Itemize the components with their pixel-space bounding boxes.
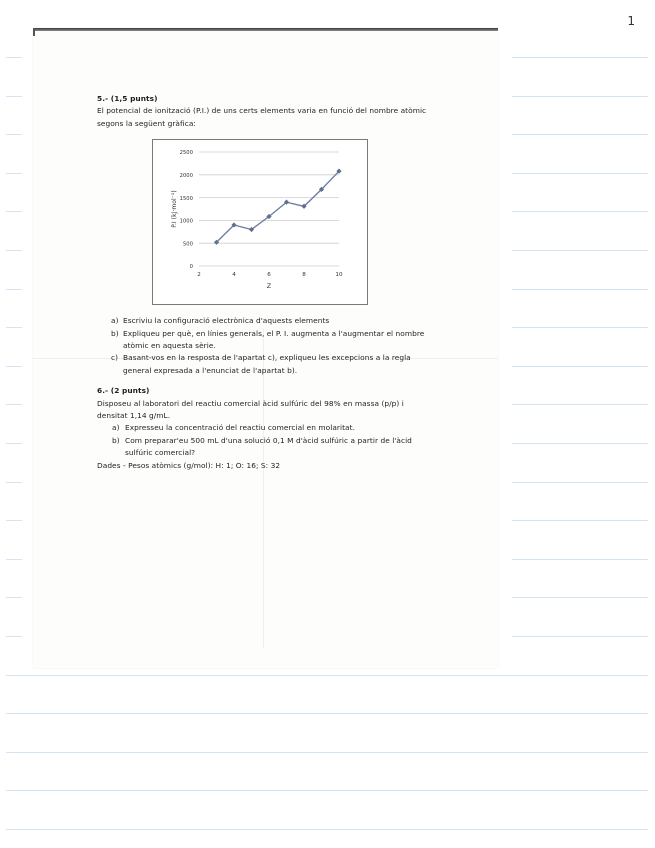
ruled-line — [6, 289, 22, 290]
ruled-line — [6, 211, 22, 212]
ruled-line — [512, 404, 648, 405]
ruled-line — [6, 96, 22, 97]
question5-item-b — [97, 328, 427, 353]
y-tick-label: 1500 — [179, 196, 193, 203]
ruled-line — [6, 366, 22, 367]
y-tick-label: 500 — [182, 241, 193, 248]
ruled-line — [512, 57, 648, 58]
ruled-line — [6, 134, 22, 135]
x-tick-label: 10 — [335, 272, 343, 279]
ruled-line — [6, 520, 22, 521]
ruled-line — [512, 250, 648, 251]
ruled-line — [512, 520, 648, 521]
ruled-line — [6, 713, 648, 714]
ruled-line — [512, 482, 648, 483]
y-tick-label: 2500 — [179, 150, 193, 157]
x-tick-label: 6 — [267, 272, 271, 279]
chart-canvas — [153, 140, 367, 304]
ruled-line — [6, 790, 648, 791]
x-tick-label: 2 — [197, 272, 201, 279]
ionization-chart — [152, 139, 368, 305]
ruled-line — [512, 366, 648, 367]
x-axis-label: Z — [266, 282, 272, 291]
ruled-line — [512, 597, 648, 598]
ruled-line — [512, 134, 648, 135]
question6-item-b — [97, 435, 427, 460]
series-line — [217, 171, 340, 242]
ruled-line — [6, 559, 22, 560]
ruled-line — [6, 636, 22, 637]
ruled-line — [512, 559, 648, 560]
y-tick-label: 1000 — [179, 218, 193, 225]
ruled-line — [6, 675, 648, 676]
item-letter: c) — [111, 353, 119, 363]
question5-intro: El potencial de ionització (P.I.) de uns certs elements varia en funció del nombre atòmic segons la següent gràfica: — [97, 106, 427, 128]
item-letter: a) — [112, 423, 120, 433]
item-letter: b) — [112, 435, 120, 445]
question5-heading: 5.- (1,5 punts) — [97, 94, 158, 103]
item-letter: b) — [111, 328, 119, 338]
ruled-line — [6, 597, 22, 598]
ruled-line — [6, 482, 22, 483]
ruled-line — [512, 636, 648, 637]
scan-corner — [33, 28, 35, 36]
item-text: Expresseu la concentració del reactiu comercial en molaritat. — [125, 423, 355, 433]
ruled-line — [6, 327, 22, 328]
ruled-line — [512, 443, 648, 444]
ruled-line — [6, 404, 22, 405]
y-tick-label: 2000 — [179, 173, 193, 180]
exam-document — [97, 93, 427, 472]
question6-heading: 6.- (2 punts) — [97, 386, 150, 396]
ruled-line — [512, 96, 648, 97]
ruled-line — [6, 443, 22, 444]
scan-top-edge — [33, 28, 498, 31]
ruled-line — [6, 752, 648, 753]
y-tick-label: 0 — [189, 264, 193, 271]
x-tick-label: 8 — [302, 272, 306, 279]
item-letter: a) — [111, 316, 119, 326]
question6-intro: Disposeu al laboratori del reactiu comercial àcid sulfúric del 98% en massa (p/p) i densitat 1,14 g/mL. — [97, 398, 404, 421]
ruled-line — [6, 250, 22, 251]
y-axis-label: P.I (kJ·mol⁻¹) — [171, 190, 178, 228]
question5-item-c — [97, 352, 427, 377]
question6-data-note: Dades - Pesos atòmics (g/mol): H: 1; O: 16; S: 32 — [97, 460, 281, 470]
question6-item-a — [97, 422, 427, 434]
page-number: 1 — [627, 14, 635, 28]
ruled-line — [6, 57, 22, 58]
x-tick-label: 4 — [232, 272, 236, 279]
item-text: Expliqueu per què, en línies generals, el P. I. augmenta a l'augmentar el nombre atòmic en aquesta sèrie. — [123, 328, 425, 351]
ruled-line — [512, 173, 648, 174]
item-text: Escriviu la configuració electrònica d'aquests elements — [123, 316, 330, 326]
ruled-line — [6, 829, 648, 830]
ruled-line — [512, 327, 648, 328]
question5-item-a — [97, 315, 427, 327]
item-text: Basant-vos en la resposta de l'apartat c), expliqueu les excepcions a la regla general expresada a l'enunciat de l'apartat b). — [123, 353, 411, 375]
ruled-line — [512, 289, 648, 290]
ruled-line — [512, 211, 648, 212]
ruled-line — [6, 173, 22, 174]
item-text: Com preparar'eu 500 mL d'una solució 0,1 M d'àcid sulfúric a partir de l'àcid sulfúric comercial? — [125, 435, 412, 458]
